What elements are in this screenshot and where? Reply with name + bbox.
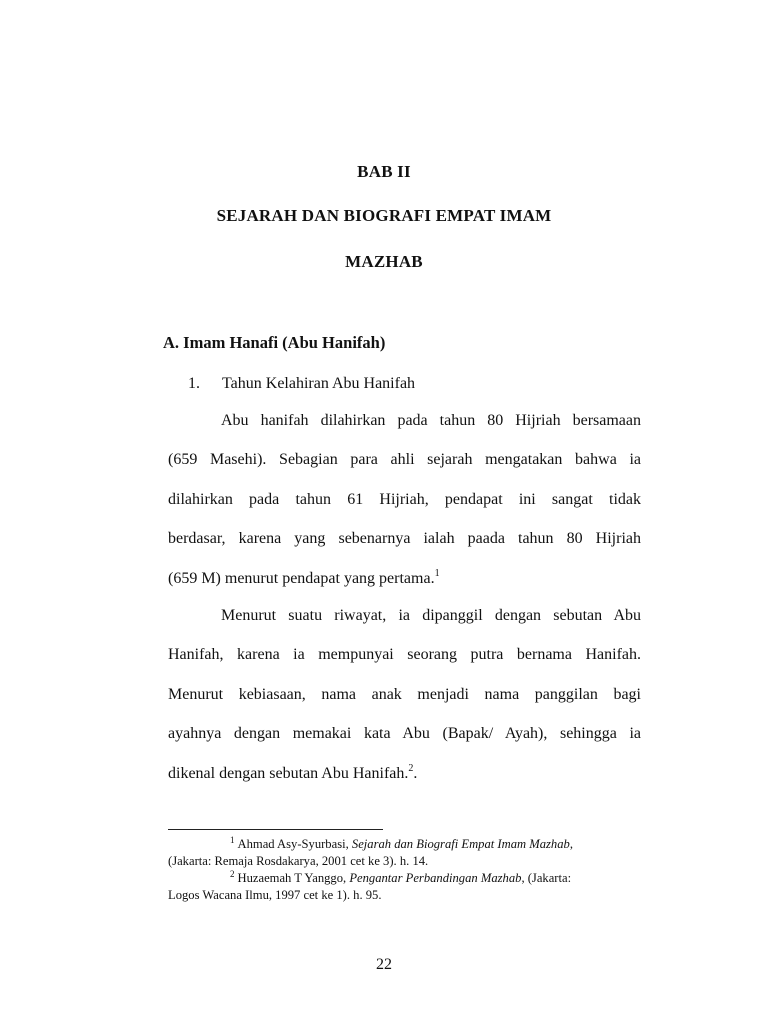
footnote-author: Huzaemah T Yanggo, <box>237 871 350 885</box>
footnote-number: 1 <box>230 835 235 845</box>
paragraph-text: (659 M) menurut pendapat yang pertama. <box>168 569 435 587</box>
footnote-title: Sejarah dan Biografi Empat Imam Mazhab <box>351 837 570 851</box>
footnote-after-title: , <box>569 837 573 851</box>
footnote-after-title: , (Jakarta: <box>521 871 572 885</box>
footnote-2-line1 <box>168 870 641 887</box>
paragraph-line: berdasar, karena yang sebenarnya ialah paada tahun 80 Hijriah <box>168 530 641 548</box>
footnote-divider <box>168 829 383 830</box>
paragraph-line: dilahirkan pada tahun 61 Hijriah, pendapat ini sangat tidak <box>168 490 641 508</box>
paragraph-end-punct: . <box>413 764 418 782</box>
paragraph-line: Menurut kebiasaan, nama anak menjadi nama panggilan bagi <box>168 685 641 703</box>
footnote-ref-1[interactable]: 1 <box>434 567 440 579</box>
footnote-title: Pengantar Perbandingan Mazhab <box>349 871 522 885</box>
subsection-heading <box>188 374 415 394</box>
chapter-label: BAB II <box>357 162 411 181</box>
paragraph-last-line <box>168 764 641 784</box>
footnote-author: Ahmad Asy-Syurbasi, <box>237 837 352 851</box>
paragraph-line: ayahnya dengan memakai kata Abu (Bapak/ Ayah), sehingga ia <box>168 725 641 743</box>
section-heading: A. Imam Hanafi (Abu Hanifah) <box>163 333 386 352</box>
paragraph-1 <box>168 411 641 608</box>
footnote-2-line2: Logos Wacana Ilmu, 1997 cet ke 1). h. 95. <box>168 888 382 902</box>
paragraph-line: Menurut suatu riwayat, ia dipanggil dengan sebutan Abu <box>221 607 641 624</box>
paragraph-2 <box>168 606 641 803</box>
footnote-1-line2: (Jakarta: Remaja Rosdakarya, 2001 cet ke 3). h. 14. <box>168 854 429 868</box>
paragraph-text: dikenal dengan sebutan Abu Hanifah. <box>168 764 409 782</box>
footnotes <box>168 836 641 904</box>
footnote-number: 2 <box>230 869 235 879</box>
paragraph-last-line <box>168 569 641 589</box>
chapter-title-line1: SEJARAH DAN BIOGRAFI EMPAT IMAM <box>216 206 552 225</box>
paragraph-line: (659 Masehi). Sebagian para ahli sejarah mengatakan bahwa ia <box>168 451 641 469</box>
footnote-ref-2[interactable]: 2 <box>408 762 414 774</box>
page-number: 22 <box>376 956 392 973</box>
subsection-title: Tahun Kelahiran Abu Hanifah <box>222 375 416 392</box>
subsection-number: 1. <box>188 375 200 392</box>
paragraph-line: Abu hanifah dilahirkan pada tahun 80 Hijriah bersamaan <box>221 412 641 429</box>
chapter-title-line2: MAZHAB <box>345 252 423 271</box>
paragraph-line: Hanifah, karena ia mempunyai seorang putra bernama Hanifah. <box>168 646 641 664</box>
footnote-1-line1 <box>168 836 641 853</box>
